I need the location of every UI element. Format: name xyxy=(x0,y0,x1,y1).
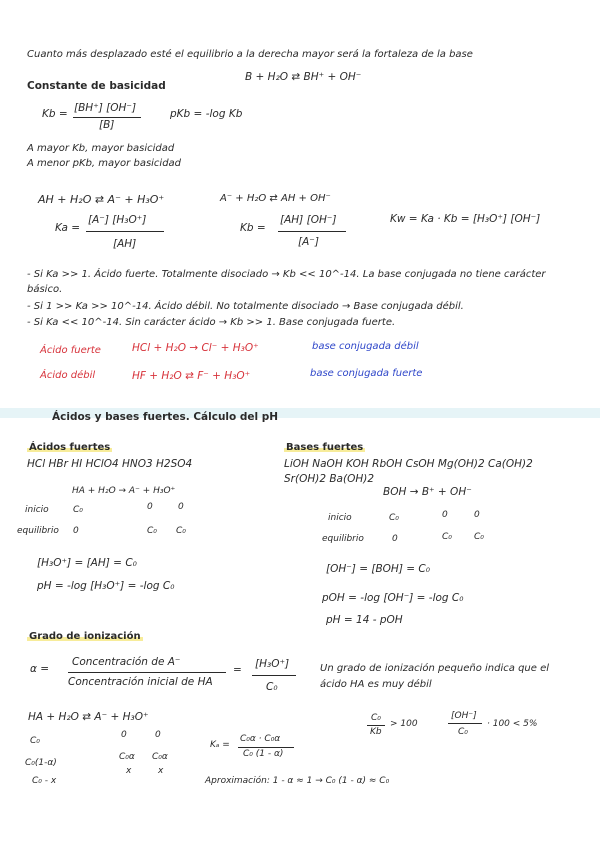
case-weak: - Si 1 >> Ka >> 10^-14. Ácido débil. No totalmente disociado → Base conjugada débil. xyxy=(27,301,464,312)
base-equilibrium: B + H₂O ⇄ BH⁺ + OH⁻ xyxy=(245,71,362,83)
base-concentration: [OH⁻] = [BOH] = C₀ xyxy=(326,563,430,575)
kb-fraction-line xyxy=(73,117,141,118)
acid-eq-h3o: C₀ xyxy=(176,526,186,536)
kb-conj-lhs: Kb = xyxy=(240,222,266,234)
acid-concentration: [H₃O⁺] = [AH] = C₀ xyxy=(37,557,137,569)
case-strong: - Si Ka >> 1. Ácido fuerte. Totalmente disociado → Kb << 10^-14. La base conjugada no tiene carácter xyxy=(27,269,546,280)
base-eq-b: C₀ xyxy=(442,532,452,542)
ion-r1-a: 0 xyxy=(121,730,127,740)
ion-r3-h3o: x xyxy=(158,766,164,776)
ion-ka-num: C₀α · C₀α xyxy=(240,734,281,744)
ka-denominator: [AH] xyxy=(113,238,137,250)
kb-denominator: [B] xyxy=(99,119,115,131)
acid-equilibrium: AH + H₂O ⇄ A⁻ + H₃O⁺ xyxy=(38,193,165,206)
ionization-note-2: ácido HA es muy débil xyxy=(320,679,432,690)
acid-init-c0: C₀ xyxy=(73,505,83,515)
ion-r3-ha: C₀ - x xyxy=(32,776,57,786)
case-strong-cont: básico. xyxy=(27,284,63,295)
ka-lhs: Ka = xyxy=(55,222,81,234)
rule-pkb: A menor pKb, mayor basicidad xyxy=(27,158,182,169)
strong-bases-list-1: LiOH NaOH KOH RbOH CsOH Mg(OH)2 Ca(OH)2 xyxy=(284,458,533,470)
cond2-line xyxy=(448,723,482,724)
ion-ka-den: C₀ (1 - α) xyxy=(243,749,284,759)
cond2-rel: · 100 < 5% xyxy=(487,719,538,729)
alpha-equals: = xyxy=(233,664,242,676)
pkb-formula: pKb = -log Kb xyxy=(170,108,243,120)
weak-acid-eq: HF + H₂O ⇄ F⁻ + H₃O⁺ xyxy=(132,370,251,382)
base-poh: pOH = -log [OH⁻] = -log C₀ xyxy=(322,592,464,604)
kb-lhs: Kb = xyxy=(42,108,68,120)
ionization-heading xyxy=(27,631,143,643)
kb-conj-numerator: [AH] [OH⁻] xyxy=(280,214,337,226)
strong-acids-heading-text: Ácidos fuertes xyxy=(29,442,111,453)
cond-num: C₀ xyxy=(371,713,381,723)
cond2-den: C₀ xyxy=(458,727,468,737)
kw-formula: Kw = Ka · Kb = [H₃O⁺] [OH⁻] xyxy=(390,213,541,225)
ion-ka-lhs: Kₐ = xyxy=(210,740,230,750)
acid-init-label: inicio xyxy=(25,505,49,515)
basicity-heading: Constante de basicidad xyxy=(27,80,166,92)
strong-acid-label: Ácido fuerte xyxy=(40,345,101,356)
base-eq-oh: C₀ xyxy=(474,532,484,542)
strong-bases-heading xyxy=(284,442,365,454)
ion-r3-a: x xyxy=(126,766,132,776)
alpha-numerator: Concentración de A⁻ xyxy=(72,656,181,668)
acid-init-a: 0 xyxy=(147,502,153,512)
kb-conj-denominator: [A⁻] xyxy=(298,236,319,248)
cond-rel: > 100 xyxy=(390,719,418,729)
intro-line: Cuanto más desplazado esté el equilibrio a la derecha mayor será la fortaleza de la base xyxy=(27,49,473,60)
ion-ka-line xyxy=(238,747,294,748)
strong-acids-heading xyxy=(27,442,112,454)
base-init-label: inicio xyxy=(328,513,352,523)
strong-acids-list: HCl HBr HI HClO4 HNO3 H2SO4 xyxy=(27,458,193,470)
base-init-c0: C₀ xyxy=(389,513,399,523)
strong-acid-note: base conjugada débil xyxy=(312,341,419,352)
base-eq-boh: 0 xyxy=(392,534,398,544)
ionization-note-1: Un grado de ionización pequeño indica que el xyxy=(320,663,550,674)
base-init-b: 0 xyxy=(442,510,448,520)
acid-eq-label: equilibrio xyxy=(17,526,59,536)
alpha-rhs-num: [H₃O⁺] xyxy=(255,658,290,670)
base-eq-label: equilibrio xyxy=(322,534,364,544)
cond-line xyxy=(367,725,385,726)
kb-numerator: [BH⁺] [OH⁻] xyxy=(74,102,137,114)
acid-eq-ha: 0 xyxy=(73,526,79,536)
acid-ph: pH = -log [H₃O⁺] = -log C₀ xyxy=(37,580,175,592)
alpha-denominator: Concentración inicial de HA xyxy=(68,676,213,688)
strong-bases-eq: BOH → B⁺ + OH⁻ xyxy=(383,486,472,498)
case-none: - Si Ka << 10^-14. Sin carácter ácido → Kb >> 1. Base conjugada fuerte. xyxy=(27,317,396,328)
ka-fraction-line xyxy=(86,231,164,232)
approximation: Aproximación: 1 - α ≈ 1 → C₀ (1 - α) ≈ C₀ xyxy=(205,776,390,786)
ion-r2-a: C₀α xyxy=(119,752,135,762)
strong-acids-eq: HA + H₂O → A⁻ + H₃O⁺ xyxy=(72,486,176,496)
cond2-num: [OH⁻] xyxy=(451,711,477,721)
strong-bases-list-2: Sr(OH)2 Ba(OH)2 xyxy=(284,473,375,485)
conjugate-equilibrium: A⁻ + H₂O ⇄ AH + OH⁻ xyxy=(220,193,331,204)
alpha-rhs-den: C₀ xyxy=(266,681,278,693)
ionization-heading-text: Grado de ionización xyxy=(29,631,141,642)
acid-init-h3o: 0 xyxy=(178,502,184,512)
ion-r2-h3o: C₀α xyxy=(152,752,168,762)
ion-r1-h3o: 0 xyxy=(155,730,161,740)
section-title: Ácidos y bases fuertes. Cálculo del pH xyxy=(52,411,279,423)
alpha-rhs-line xyxy=(252,675,296,676)
acid-eq-a: C₀ xyxy=(147,526,157,536)
ion-r2-ha: C₀(1-α) xyxy=(25,758,57,768)
strong-acid-eq: HCl + H₂O → Cl⁻ + H₃O⁺ xyxy=(132,342,259,354)
strong-bases-heading-text: Bases fuertes xyxy=(286,442,364,453)
weak-acid-note: base conjugada fuerte xyxy=(310,368,423,379)
ion-r1-ha: C₀ xyxy=(30,736,40,746)
alpha-fraction-line xyxy=(68,672,226,673)
kb-conj-fraction-line xyxy=(278,231,346,232)
weak-acid-label: Ácido débil xyxy=(40,370,96,381)
ionization-eq: HA + H₂O ⇄ A⁻ + H₃O⁺ xyxy=(28,711,149,723)
ka-numerator: [A⁻] [H₃O⁺] xyxy=(88,214,147,226)
base-init-oh: 0 xyxy=(474,510,480,520)
base-ph: pH = 14 - pOH xyxy=(326,614,403,626)
rule-kb: A mayor Kb, mayor basicidad xyxy=(27,143,175,154)
alpha-lhs: α = xyxy=(30,663,50,675)
cond-den: Kb xyxy=(370,727,382,737)
